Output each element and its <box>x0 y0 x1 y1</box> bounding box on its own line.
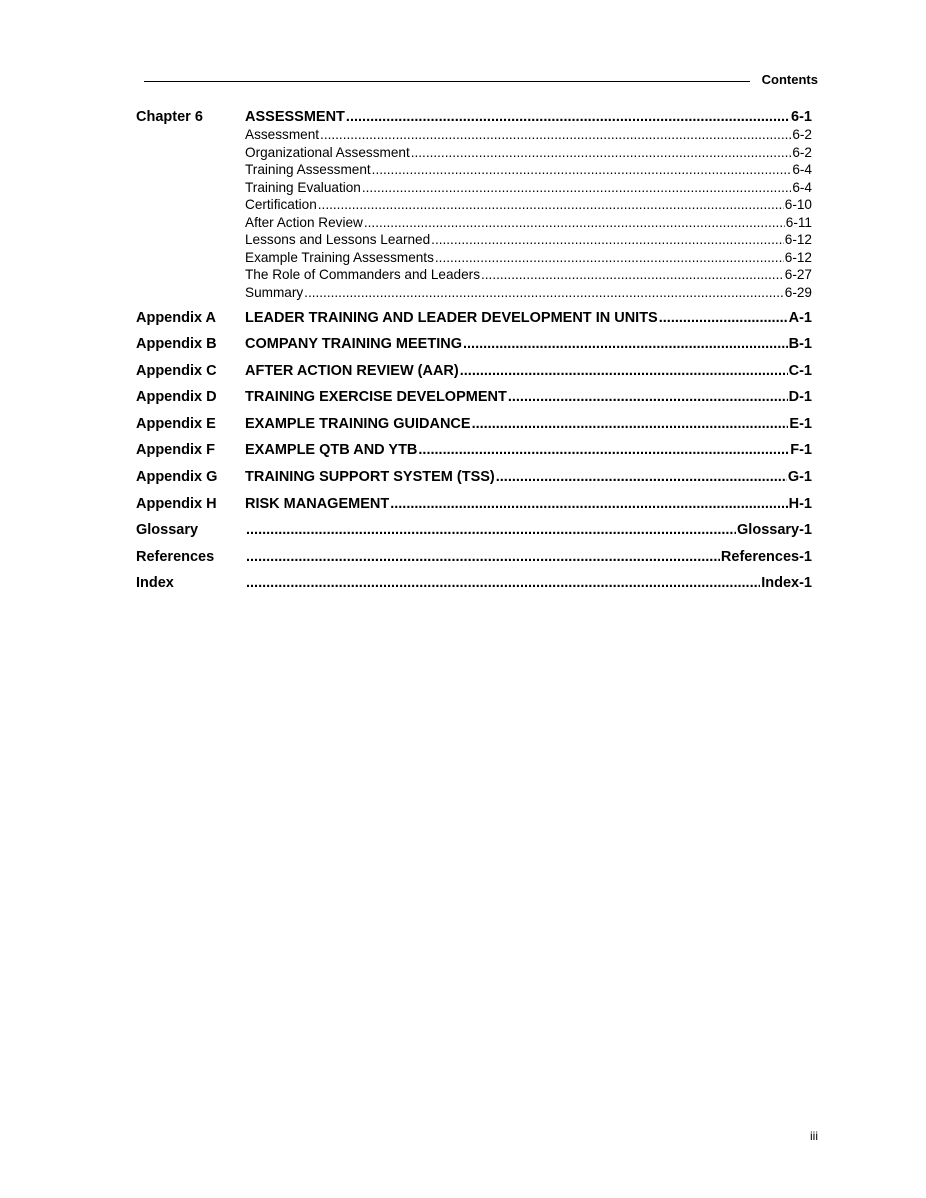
toc-appendix-row <box>136 415 812 442</box>
header-rule <box>144 81 750 82</box>
toc-entry-page: D-1 <box>788 389 812 406</box>
toc-section-link[interactable] <box>245 232 812 247</box>
toc-section-page: 6-4 <box>792 162 812 177</box>
toc-entry-page: E-1 <box>789 415 812 432</box>
toc-appendix-row <box>136 468 812 495</box>
toc-entry-title: EXAMPLE QTB AND YTB <box>245 442 418 459</box>
toc-entry-label: Appendix C <box>136 362 217 379</box>
toc-leader-dots <box>364 215 785 230</box>
toc-section-link[interactable] <box>245 180 812 195</box>
toc-section-title: After Action Review <box>245 214 363 230</box>
toc-entry-link[interactable] <box>245 575 812 591</box>
toc-entry-page: G-1 <box>787 469 812 486</box>
toc-chapter-row <box>136 108 812 126</box>
toc-entry-link[interactable] <box>245 496 812 512</box>
running-header-title: Contents <box>761 72 818 87</box>
page-number: iii <box>810 1129 818 1143</box>
toc-leader-dots <box>362 180 791 195</box>
toc-section-link[interactable] <box>245 285 812 300</box>
toc-entry-page: H-1 <box>788 495 812 512</box>
toc-entry-title: TRAINING SUPPORT SYSTEM (TSS) <box>245 469 495 486</box>
toc-entry-link[interactable] <box>245 442 812 458</box>
toc-entry-page: Glossary-1 <box>737 522 812 539</box>
toc-entry-page: References-1 <box>720 548 812 565</box>
toc-section-row <box>136 231 812 249</box>
toc-entry-title: AFTER ACTION REVIEW (AAR) <box>245 362 459 379</box>
toc-entry-link[interactable] <box>245 469 812 485</box>
toc-entry-link[interactable] <box>245 336 812 352</box>
toc-leader-dots <box>418 442 789 458</box>
toc-entry-link[interactable] <box>245 549 812 565</box>
toc-entry-page: Index-1 <box>761 575 812 592</box>
toc-leader-dots <box>481 267 784 282</box>
toc-section-row <box>136 144 812 162</box>
toc-entry-page: B-1 <box>788 336 812 353</box>
toc-leader-dots <box>472 416 789 432</box>
toc-entry-page: C-1 <box>788 362 812 379</box>
toc-section-row <box>136 266 812 284</box>
toc-section-link[interactable] <box>245 267 812 282</box>
toc-section-row <box>136 196 812 214</box>
toc-entry-link[interactable] <box>245 416 812 432</box>
toc-section-link[interactable] <box>245 145 812 160</box>
toc-leader-dots <box>246 575 760 591</box>
toc-backmatter-row <box>136 521 812 548</box>
toc-entry-label: Appendix H <box>136 495 217 512</box>
toc-chapter-label: Chapter 6 <box>136 109 203 125</box>
toc-leader-dots <box>390 496 787 512</box>
toc-section-title: Training Evaluation <box>245 179 361 195</box>
toc-entry-title: TRAINING EXERCISE DEVELOPMENT <box>245 389 507 406</box>
toc-leader-dots <box>411 145 792 160</box>
toc-entry-link[interactable] <box>245 522 812 538</box>
toc-section-link[interactable] <box>245 197 812 212</box>
toc-section-page: 6-12 <box>784 232 812 247</box>
toc-leader-dots <box>463 336 788 352</box>
toc-leader-dots <box>508 389 788 405</box>
toc-leader-dots <box>431 232 784 247</box>
toc-entry-label: References <box>136 548 215 565</box>
toc-entry-label: Appendix B <box>136 336 217 353</box>
toc-appendix-row <box>136 335 812 362</box>
toc-section-row <box>136 214 812 232</box>
toc-appendix-row <box>136 388 812 415</box>
toc-section-page: 6-4 <box>792 179 812 195</box>
toc-leader-dots <box>435 250 784 265</box>
toc-backmatter-row <box>136 548 812 575</box>
toc-section-row <box>136 249 812 267</box>
toc-entry-label: Appendix F <box>136 442 215 459</box>
toc-backmatter-row <box>136 574 812 601</box>
toc-section-title: Certification <box>245 197 317 212</box>
toc-entry-label: Appendix A <box>136 309 217 326</box>
toc-leader-dots <box>659 310 788 326</box>
toc-section-title: The Role of Commanders and Leaders <box>245 267 480 282</box>
toc-entry-page: A-1 <box>788 309 812 326</box>
toc-entry-label: Appendix G <box>136 469 218 486</box>
toc-section-link[interactable] <box>245 162 812 177</box>
toc-leader-dots <box>246 549 720 565</box>
toc-entry-title: LEADER TRAINING AND LEADER DEVELOPMENT IN UNITS <box>245 309 658 326</box>
toc-entry-page: F-1 <box>790 442 812 459</box>
toc-section-title: Example Training Assessments <box>245 249 434 265</box>
toc-section-page: 6-29 <box>784 284 812 300</box>
toc-entry-link[interactable] <box>245 310 812 326</box>
toc-entry-page: 6-1 <box>791 109 812 125</box>
toc-leader-dots <box>246 522 736 538</box>
toc-leader-dots <box>372 162 792 177</box>
toc-appendix-row <box>136 441 812 468</box>
toc-leader-dots <box>318 197 784 212</box>
toc-entry-title: RISK MANAGEMENT <box>245 495 390 512</box>
toc-section-link[interactable] <box>245 215 812 230</box>
toc-section-page: 6-11 <box>785 214 812 230</box>
toc-section-title: Organizational Assessment <box>245 144 410 160</box>
toc-entry-label: Glossary <box>136 522 199 539</box>
toc-section-link[interactable] <box>245 250 812 265</box>
toc-leader-dots <box>496 469 787 485</box>
toc-entry-title: EXAMPLE TRAINING GUIDANCE <box>245 415 471 432</box>
toc-section-page: 6-12 <box>784 249 812 265</box>
toc-section-page: 6-10 <box>784 197 812 212</box>
toc-section-page: 6-2 <box>792 127 812 142</box>
toc-entry-label: Appendix D <box>136 389 217 406</box>
toc-entry-title: ASSESSMENT <box>245 109 345 125</box>
toc-section-row <box>136 179 812 197</box>
toc-section-title: Summary <box>245 284 304 300</box>
toc-section-title: Training Assessment <box>245 162 371 177</box>
toc-leader-dots <box>304 285 784 300</box>
toc-appendix-row <box>136 309 812 336</box>
toc-entry-label: Index <box>136 575 174 592</box>
toc-section-title: Assessment <box>245 127 320 142</box>
toc-section-page: 6-27 <box>784 267 812 282</box>
toc-leader-dots <box>346 109 790 125</box>
toc-section-row <box>136 126 812 144</box>
toc-section-link[interactable] <box>245 127 812 142</box>
toc-leader-dots <box>460 363 788 379</box>
toc-leader-dots <box>320 127 791 142</box>
toc-chapter-link[interactable] <box>245 109 812 125</box>
toc-entry-link[interactable] <box>245 363 812 379</box>
toc-section-row <box>136 284 812 309</box>
toc-section-title: Lessons and Lessons Learned <box>245 232 431 247</box>
toc-section-row <box>136 161 812 179</box>
toc-entry-title: COMPANY TRAINING MEETING <box>245 336 462 353</box>
toc-section-page: 6-2 <box>792 144 812 160</box>
toc-entry-link[interactable] <box>245 389 812 405</box>
table-of-contents <box>136 108 812 601</box>
toc-appendix-row <box>136 495 812 522</box>
toc-entry-label: Appendix E <box>136 415 216 432</box>
toc-appendix-row <box>136 362 812 389</box>
